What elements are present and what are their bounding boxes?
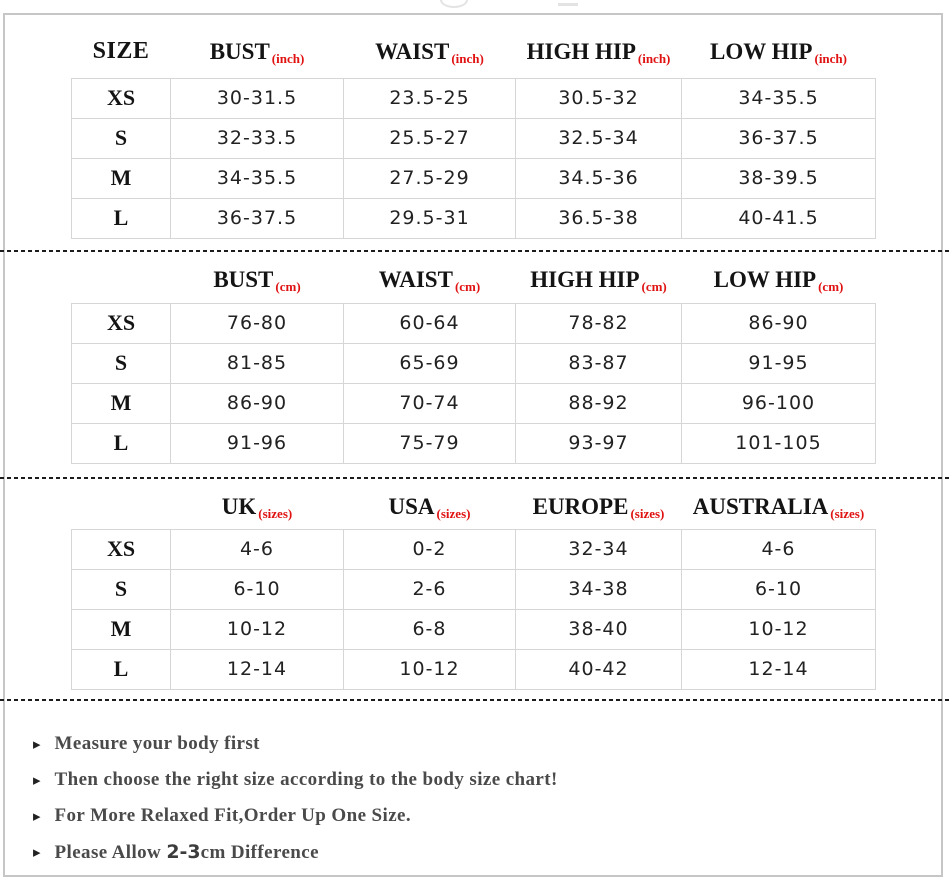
table-cell: 6-8 [344, 609, 516, 649]
table-cell: 36.5-38 [516, 198, 682, 238]
column-header-size: SIZE [92, 38, 150, 65]
column-header-label: USA [388, 494, 435, 520]
unit-label: (sizes) [258, 506, 293, 522]
table-cell: 34.5-36 [516, 158, 682, 198]
unit-label: (inch) [271, 50, 305, 66]
table-row [72, 423, 876, 463]
table-row [72, 158, 876, 198]
cropped-artifact [440, 0, 468, 8]
column-header-label: BUST [209, 38, 270, 64]
table-cell: 2-6 [344, 569, 516, 609]
table-row [72, 78, 876, 118]
unit-label: (inch) [451, 50, 484, 66]
size-table-inch [71, 26, 876, 239]
column-header-waist [344, 26, 516, 78]
header-row [72, 258, 876, 303]
table-cell: 4-6 [682, 529, 876, 569]
table-cell: 96-100 [682, 383, 876, 423]
unit-label: (sizes) [630, 506, 665, 522]
unit-label: (cm) [275, 279, 301, 295]
size-label: S [72, 569, 171, 609]
triangle-bullet-icon: ▸ [33, 807, 41, 825]
table-cell: 32-34 [516, 529, 682, 569]
column-header-uk [171, 486, 344, 529]
table-cell: 10-12 [171, 609, 344, 649]
table-cell: 78-82 [516, 303, 682, 343]
table-row [72, 303, 876, 343]
note-text: Then choose the right size according to the body size chart! [54, 769, 558, 790]
column-header-label: WAIST [378, 267, 453, 293]
unit-label: (sizes) [830, 506, 865, 522]
size-label: S [72, 343, 171, 383]
table-cell: 34-35.5 [171, 158, 344, 198]
column-header-label: LOW HIP [713, 267, 817, 293]
size-label: XS [72, 529, 171, 569]
note-text-post: cm Difference [200, 841, 319, 863]
cropped-artifact [558, 3, 578, 6]
table-cell: 83-87 [516, 343, 682, 383]
note-measure-first [33, 726, 913, 762]
column-header-size [72, 486, 171, 529]
note-text: For More Relaxed Fit,Order Up One Size. [54, 805, 412, 826]
column-header-label: HIGH HIP [526, 38, 636, 64]
note-text-highlight: 2-3 [166, 840, 201, 863]
unit-label: (cm) [641, 279, 667, 295]
table-row [72, 198, 876, 238]
note-choose-size [33, 762, 913, 798]
table-cell: 40-42 [516, 649, 682, 689]
table-cell: 32.5-34 [516, 118, 682, 158]
section-divider [0, 477, 950, 479]
table-cell: 34-38 [516, 569, 682, 609]
table-cell: 23.5-25 [344, 78, 516, 118]
size-label: XS [72, 303, 171, 343]
table-cell: 25.5-27 [344, 118, 516, 158]
table-cell: 12-14 [171, 649, 344, 689]
note-text-pre: Please Allow [54, 841, 167, 863]
table-cell: 6-10 [682, 569, 876, 609]
header-row [72, 26, 876, 78]
column-header-low-hip [682, 258, 876, 303]
section-divider [0, 699, 950, 701]
unit-label: (sizes) [436, 506, 471, 522]
table-cell: 4-6 [171, 529, 344, 569]
table-cell: 34-35.5 [682, 78, 876, 118]
size-table-cm [71, 258, 876, 464]
table-row [72, 118, 876, 158]
column-header-high-hip [516, 26, 682, 78]
table-cell: 10-12 [682, 609, 876, 649]
unit-label: (inch) [637, 50, 671, 66]
column-header-usa [344, 486, 516, 529]
column-header-label: LOW HIP [710, 38, 813, 64]
table-cell: 86-90 [682, 303, 876, 343]
table-cell: 29.5-31 [344, 198, 516, 238]
table-cell: 12-14 [682, 649, 876, 689]
note-relaxed-fit [33, 798, 913, 834]
size-label: L [72, 423, 171, 463]
table-cell: 91-96 [171, 423, 344, 463]
table-cell: 81-85 [171, 343, 344, 383]
column-header-high-hip [516, 258, 682, 303]
table-cell: 60-64 [344, 303, 516, 343]
column-header-bust [171, 258, 344, 303]
unit-label: (inch) [814, 50, 847, 66]
table-row [72, 649, 876, 689]
unit-label: (cm) [454, 279, 481, 295]
table-cell: 30-31.5 [171, 78, 344, 118]
table-cell: 10-12 [344, 649, 516, 689]
table-cell: 27.5-29 [344, 158, 516, 198]
column-header-waist [344, 258, 516, 303]
note-allow-difference [33, 834, 913, 870]
table-cell: 91-95 [682, 343, 876, 383]
table-cell: 38-40 [516, 609, 682, 649]
table-row [72, 343, 876, 383]
table-cell: 88-92 [516, 383, 682, 423]
table-row [72, 609, 876, 649]
header-row [72, 486, 876, 529]
size-label: S [72, 118, 171, 158]
table-cell: 101-105 [682, 423, 876, 463]
table-cell: 38-39.5 [682, 158, 876, 198]
table-cell: 65-69 [344, 343, 516, 383]
table-cell: 0-2 [344, 529, 516, 569]
note-text: Measure your body first [54, 733, 260, 754]
notes-section [33, 726, 913, 870]
table-cell: 76-80 [171, 303, 344, 343]
triangle-bullet-icon: ▸ [33, 735, 41, 753]
size-label: M [72, 158, 171, 198]
table-cell: 36-37.5 [682, 118, 876, 158]
size-label: L [72, 198, 171, 238]
table-cell: 93-97 [516, 423, 682, 463]
triangle-bullet-icon: ▸ [33, 843, 41, 861]
column-header-europe [516, 486, 682, 529]
table-cell: 75-79 [344, 423, 516, 463]
column-header-low-hip [682, 26, 876, 78]
column-header-label: WAIST [375, 38, 450, 64]
size-label: L [72, 649, 171, 689]
column-header-label: UK [221, 494, 257, 520]
table-row [72, 529, 876, 569]
triangle-bullet-icon: ▸ [33, 771, 41, 789]
column-header-label: HIGH HIP [530, 267, 640, 293]
table-cell: 70-74 [344, 383, 516, 423]
table-cell: 86-90 [171, 383, 344, 423]
table-cell: 36-37.5 [171, 198, 344, 238]
column-header-label: EUROPE [532, 494, 629, 520]
unit-label: (cm) [818, 279, 844, 295]
column-header-australia [682, 486, 876, 529]
size-label: M [72, 383, 171, 423]
column-header-size [72, 258, 171, 303]
size-table-international [71, 486, 876, 690]
section-divider [0, 250, 950, 252]
column-header-bust [171, 26, 344, 78]
column-header-label: BUST [213, 267, 274, 293]
note-text [55, 841, 319, 864]
table-row [72, 383, 876, 423]
table-cell: 30.5-32 [516, 78, 682, 118]
table-cell: 40-41.5 [682, 198, 876, 238]
table-cell: 6-10 [171, 569, 344, 609]
table-row [72, 569, 876, 609]
column-header-label: AUSTRALIA [692, 494, 829, 520]
table-cell: 32-33.5 [171, 118, 344, 158]
size-label: M [72, 609, 171, 649]
size-label: XS [72, 78, 171, 118]
